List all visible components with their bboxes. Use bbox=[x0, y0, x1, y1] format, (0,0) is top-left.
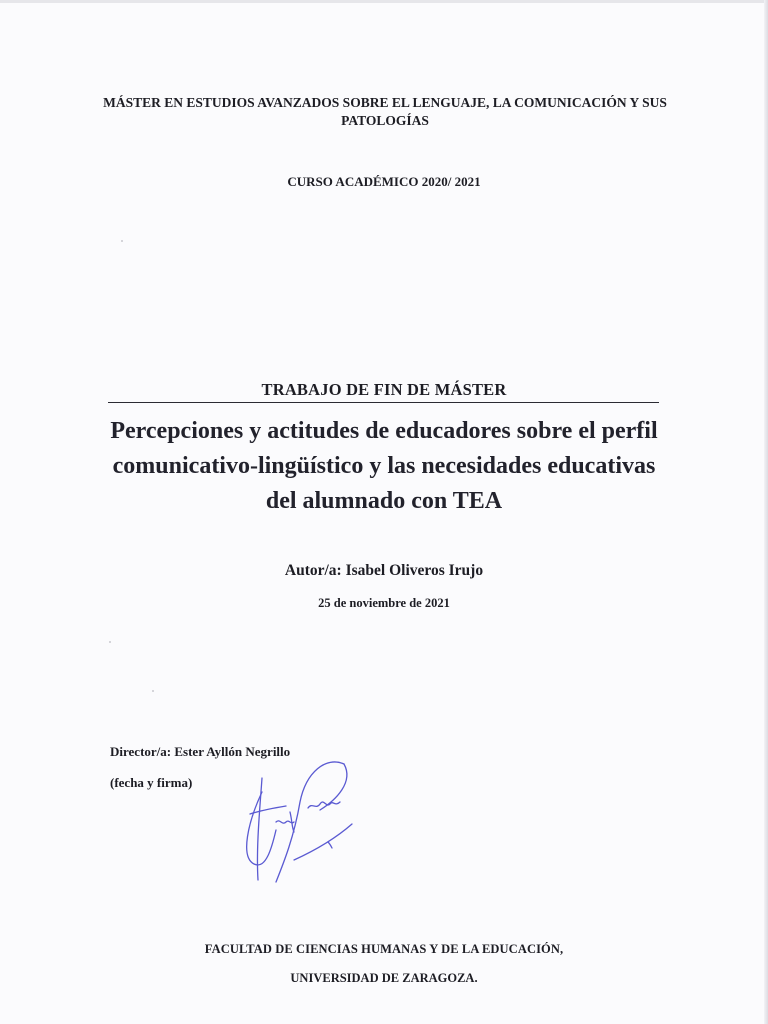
course-year: CURSO ACADÉMICO 2020/ 2021 bbox=[287, 174, 481, 189]
scan-right-edge bbox=[764, 0, 768, 1024]
scan-speck bbox=[152, 690, 154, 692]
author-line: Autor/a: Isabel Oliveros Irujo bbox=[284, 562, 484, 579]
title-divider bbox=[108, 402, 659, 403]
university-line: UNIVERSIDAD DE ZARAGOZA. bbox=[290, 971, 478, 985]
scan-speck bbox=[109, 641, 111, 643]
signature-note: (fecha y firma) bbox=[110, 775, 193, 790]
handwritten-signature bbox=[236, 752, 366, 892]
submission-date: 25 de noviembre de 2021 bbox=[318, 596, 450, 610]
master-title: MÁSTER EN ESTUDIOS AVANZADOS SOBRE EL LENGUAJE, LA COMUNICACIÓN Y SUS PATOLOGÍAS bbox=[103, 95, 667, 128]
director-line: Director/a: Ester Ayllón Negrillo bbox=[110, 744, 291, 759]
faculty-line: FACULTAD DE CIENCIAS HUMANAS Y DE LA EDUCACIÓN, bbox=[204, 942, 564, 956]
work-type-label: TRABAJO DE FIN DE MÁSTER bbox=[261, 380, 507, 399]
scan-speck bbox=[121, 240, 123, 242]
thesis-title: Percepciones y actitudes de educadores sobre el perfil comunicativo-lingüístico y las necesidades educativas del alumnado con TEA bbox=[110, 418, 658, 514]
scan-top-edge bbox=[0, 0, 768, 3]
